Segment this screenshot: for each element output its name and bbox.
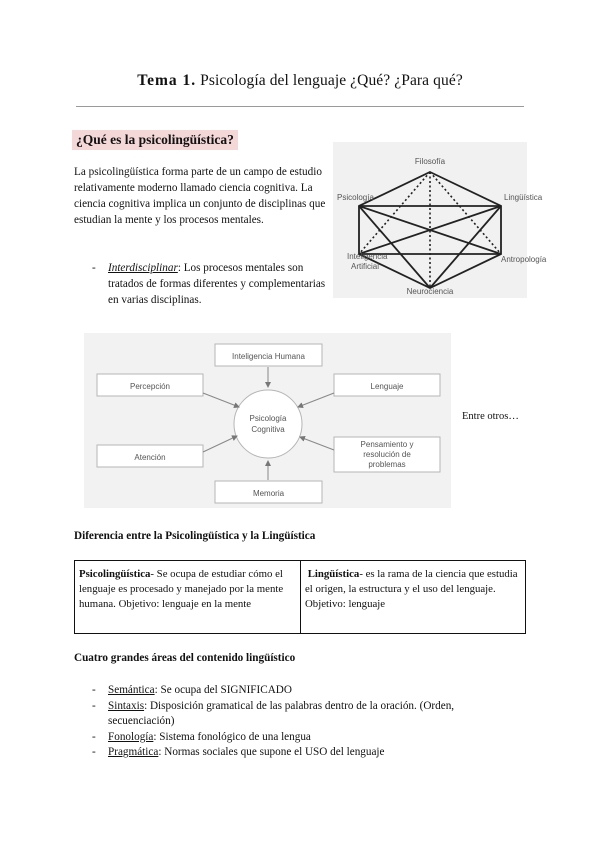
section-heading-psicolinguistica: ¿Qué es la psicolingüística? bbox=[72, 130, 238, 150]
comparison-table bbox=[74, 560, 526, 634]
label-inteligencia: Inteligencia bbox=[347, 252, 388, 261]
text-pensamiento-1: Pensamiento y bbox=[360, 440, 414, 449]
text-inteligencia-humana: Inteligencia Humana bbox=[232, 352, 305, 361]
text-pensamiento-3: problemas bbox=[368, 460, 406, 469]
cognitive-svg bbox=[84, 333, 451, 508]
list-item: - Fonología: Sistema fonológico de una lengua bbox=[92, 730, 311, 743]
cell-linguistica bbox=[301, 561, 525, 633]
center-line-1: Psicología bbox=[249, 414, 287, 423]
desc-linguistica: - es la rama de la ciencia que estudia el origen, la estructura y el uso del lenguaje. Objetivo: lenguaje bbox=[305, 568, 518, 610]
list-item: - Semántica: Se ocupa del SIGNIFICADO bbox=[92, 684, 292, 696]
item-term: Sintaxis bbox=[108, 699, 145, 712]
item-text: : Se ocupa del SIGNIFICADO bbox=[154, 684, 292, 696]
label-artificial: Artificial bbox=[351, 262, 380, 271]
item-term: Pragmática bbox=[108, 746, 159, 758]
desc-psicolinguistica: - Se ocupa de estudiar cómo el lenguaje es procesado y manejado por la mente humana. Objetivo: lenguaje en la mente bbox=[79, 568, 284, 610]
bullet-text: : Los procesos mentales son tratados de formas diferentes y complementarias en varias disciplinas. bbox=[108, 262, 326, 306]
item-term: Semántica bbox=[108, 684, 155, 696]
bullet-term: Interdisciplinar bbox=[108, 262, 178, 274]
comparison-heading: Diferencia entre la Psicolingüística y la Lingüística bbox=[74, 530, 316, 542]
text-percepcion: Percepción bbox=[129, 382, 171, 391]
item-text: : Normas sociales que supone el USO del lenguaje bbox=[158, 746, 385, 758]
page-title bbox=[0, 72, 600, 90]
center-line-2: Cognitiva bbox=[251, 425, 285, 434]
text-lenguaje: Lenguaje bbox=[370, 382, 404, 391]
label-linguistica: Lingüística bbox=[504, 193, 543, 202]
item-text: : Disposición gramatical de las palabras dentro de la oración. (Orden, secuenciación) bbox=[108, 699, 455, 727]
list-item: - Pragmática: Normas sociales que supone el USO del lenguaje bbox=[92, 746, 385, 758]
text-memoria: Memoria bbox=[252, 489, 285, 498]
item-term: Fonología bbox=[108, 730, 154, 743]
hexagon-svg bbox=[333, 142, 547, 298]
item-text: : Sistema fonológico de una lengua bbox=[153, 730, 311, 743]
cognitive-psychology-diagram bbox=[84, 333, 451, 508]
disciplines-hexagon-diagram bbox=[333, 142, 547, 298]
label-neurociencia: Neurociencia bbox=[406, 287, 454, 296]
entre-otros-note: Entre otros… bbox=[462, 411, 519, 422]
title-divider bbox=[76, 106, 524, 107]
intro-paragraph: La psicolingüística forma parte de un campo de estudio relativamente moderno llamado ciencia cognitiva. La ciencia cognitiva implica un conjunto de disciplinas que estudian la mente y los procesos mentales. bbox=[74, 166, 326, 226]
text-pensamiento-2: resolución de bbox=[363, 450, 411, 459]
label-psicologia: Psicología bbox=[337, 193, 374, 202]
areas-heading: Cuatro grandes áreas del contenido lingüístico bbox=[74, 652, 296, 664]
cell-psicolinguistica bbox=[75, 561, 301, 633]
label-filosofia: Filosofía bbox=[414, 157, 446, 166]
title-number: Tema 1. bbox=[137, 72, 197, 89]
title-text: Psicología del lenguaje ¿Qué? ¿Para qué? bbox=[200, 72, 463, 89]
term-psicolinguistica: Psicolingüística bbox=[79, 568, 151, 580]
bullet-dash: - bbox=[92, 262, 96, 274]
interdisciplinar-bullet bbox=[92, 260, 332, 308]
term-linguistica: Lingüística bbox=[307, 568, 360, 580]
center-circle bbox=[234, 390, 302, 458]
areas-list bbox=[92, 683, 512, 761]
text-atencion: Atención bbox=[134, 453, 166, 462]
label-antropologia: Antropología bbox=[501, 255, 547, 264]
list-item: - Sintaxis: Disposición gramatical de las palabras dentro de la oración. (Orden, secuenciación) bbox=[92, 699, 455, 727]
